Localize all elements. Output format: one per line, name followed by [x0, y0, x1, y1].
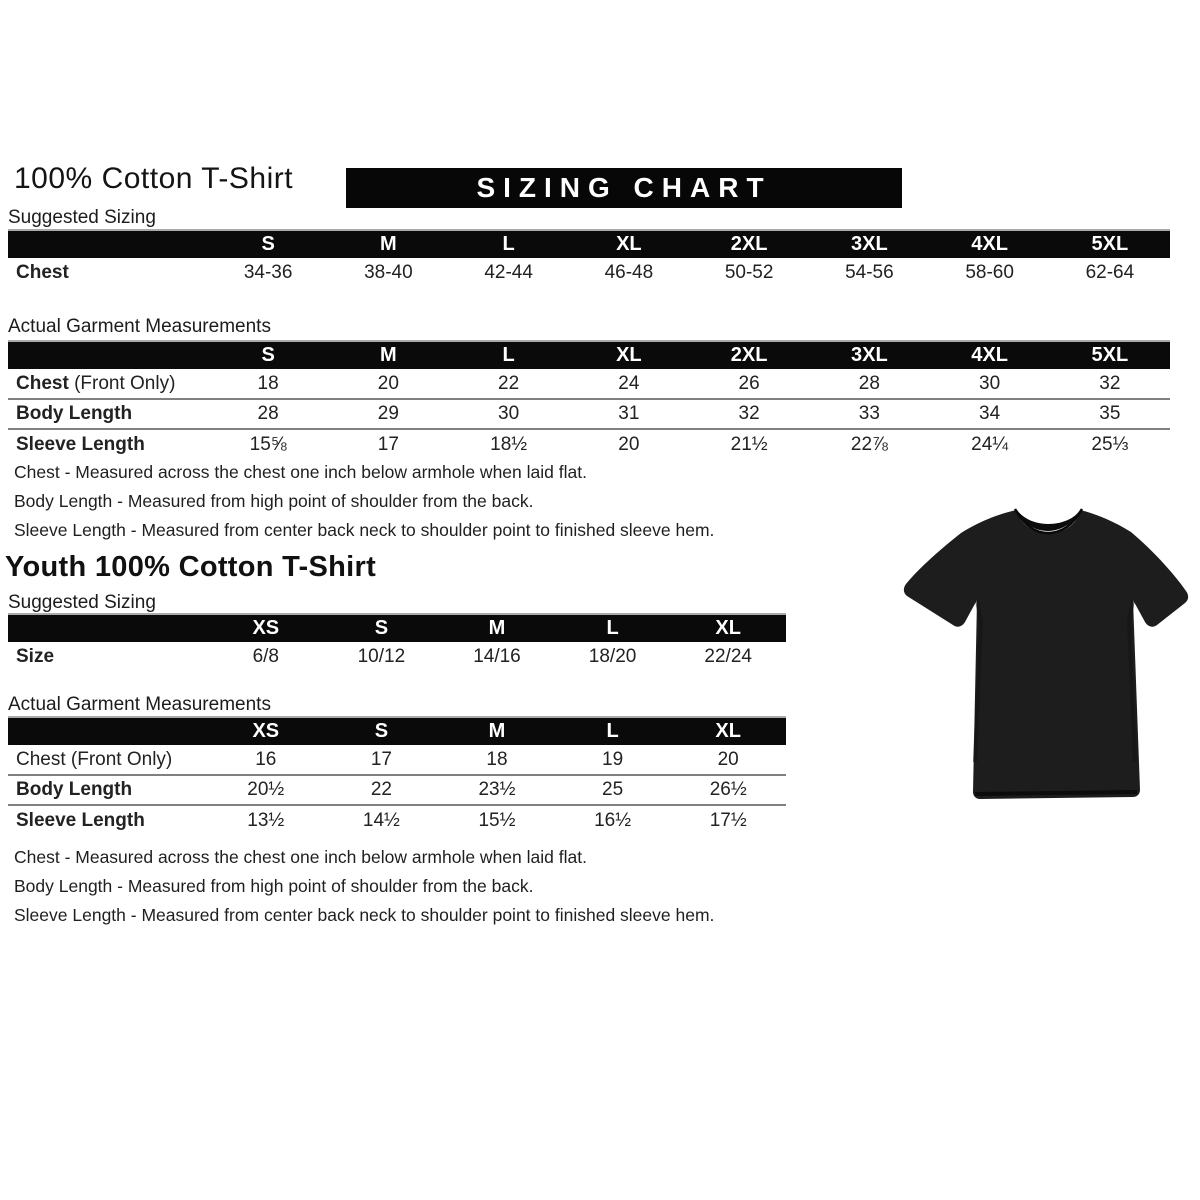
measurement-cell: 18½ [449, 429, 569, 459]
table-header-row [8, 230, 1170, 258]
size-column-header: XL [670, 717, 786, 745]
size-column-header: 2XL [689, 230, 809, 258]
measurement-cell: 15½ [439, 805, 555, 835]
measurement-cell: 30 [979, 372, 1001, 394]
measurement-cell: 31 [569, 399, 689, 429]
measurement-cell: 22/24 [704, 646, 752, 667]
measurement-cell: 19 [602, 748, 624, 770]
size-column-header: S [208, 341, 328, 369]
row-label: Chest (Front Only) [16, 372, 176, 394]
row-label: Body Length [8, 399, 208, 429]
measurement-cell: 32 [1099, 372, 1121, 394]
table-header-row [8, 341, 1170, 369]
measurement-cell: 25 [555, 775, 671, 805]
size-column-header: L [449, 230, 569, 258]
measurement-cell: 23½ [439, 775, 555, 805]
measurement-cell: 22 [324, 775, 440, 805]
measurement-cell: 29 [328, 399, 448, 429]
size-column-header: 4XL [930, 230, 1050, 258]
adult-notes [14, 458, 714, 545]
measurement-cell: 16 [255, 748, 277, 770]
row-label: Chest [16, 262, 69, 283]
youth-suggested-table [8, 613, 786, 672]
measurement-cell: 24 [618, 372, 640, 394]
sizing-chart-banner: SIZING CHART [346, 168, 902, 208]
measurement-cell: 20 [717, 748, 739, 770]
size-column-header: M [328, 230, 448, 258]
measurement-cell: 18/20 [588, 646, 637, 667]
size-column-header: XL [569, 230, 689, 258]
size-column-header: M [439, 614, 555, 642]
size-column-header: S [324, 717, 440, 745]
table-header-row [8, 614, 786, 642]
row-label: Sleeve Length [8, 429, 208, 459]
table-row [8, 775, 786, 805]
header-spacer [8, 341, 208, 369]
measurement-cell: 18 [257, 372, 279, 394]
table-row [8, 258, 1170, 288]
adult-actual-table [8, 340, 1170, 459]
row-label: Size [16, 646, 55, 667]
size-column-header: 5XL [1050, 341, 1170, 369]
adult-suggested-table [8, 229, 1170, 288]
youth-actual-measurements-label: Actual Garment Measurements [8, 694, 271, 715]
measurement-cell: 54-56 [845, 262, 894, 283]
measurement-cell: 28 [858, 372, 880, 394]
measurement-cell: 34-36 [243, 262, 293, 283]
table-row [8, 805, 786, 835]
measurement-cell: 58-60 [965, 262, 1014, 283]
tshirt-hem-shadow [975, 792, 1137, 794]
black-t-shirt-graphic [885, 462, 1200, 842]
size-column-header: L [555, 717, 671, 745]
note-line: Chest - Measured across the chest one inch below armhole when laid flat. [14, 847, 587, 867]
size-column-header: XS [208, 614, 324, 642]
size-column-header: XL [670, 614, 786, 642]
size-column-header: 2XL [689, 341, 809, 369]
note-line: Body Length - Measured from high point of shoulder from the back. [14, 876, 534, 896]
adult-title: 100% Cotton T-Shirt [14, 162, 294, 195]
measurement-cell: 14½ [324, 805, 440, 835]
measurement-cell: 13½ [208, 805, 324, 835]
size-column-header: L [449, 341, 569, 369]
tshirt-body-shape [904, 510, 1188, 799]
table-row [8, 399, 1170, 429]
header-spacer [8, 717, 208, 745]
table-header-row [8, 717, 786, 745]
measurement-cell: 30 [449, 399, 569, 429]
table-row [8, 429, 1170, 459]
size-column-header: L [555, 614, 671, 642]
measurement-cell: 22 [498, 372, 520, 394]
measurement-cell: 14/16 [473, 646, 521, 667]
tshirt-image [885, 462, 1200, 842]
row-label: Sleeve Length [8, 805, 208, 835]
note-line: Sleeve Length - Measured from center back neck to shoulder point to finished sleeve hem. [14, 905, 715, 925]
row-label: Chest (Front Only) [16, 748, 173, 770]
size-column-header: 4XL [930, 341, 1050, 369]
measurement-cell: 26½ [670, 775, 786, 805]
size-column-header: 3XL [809, 230, 929, 258]
measurement-cell: 42-44 [484, 262, 533, 283]
note-line: Sleeve Length - Measured from center back neck to shoulder point to finished sleeve hem. [14, 520, 715, 540]
size-column-header: XL [569, 341, 689, 369]
table-row [8, 369, 1170, 399]
youth-title: Youth 100% Cotton T-Shirt [5, 551, 377, 583]
measurement-cell: 26 [738, 372, 760, 394]
size-column-header: S [208, 230, 328, 258]
measurement-cell: 15⅝ [208, 429, 328, 459]
row-label: Body Length [8, 775, 208, 805]
measurement-cell: 17 [328, 429, 448, 459]
adult-actual-measurements-label: Actual Garment Measurements [8, 316, 271, 337]
youth-suggested-sizing-label: Suggested Sizing [8, 592, 156, 613]
measurement-cell: 25⅓ [1050, 429, 1170, 459]
measurement-cell: 20½ [208, 775, 324, 805]
measurement-cell: 22⅞ [809, 429, 929, 459]
measurement-cell: 35 [1050, 399, 1170, 429]
header-spacer [8, 230, 208, 258]
note-line: Chest - Measured across the chest one inch below armhole when laid flat. [14, 462, 587, 482]
size-column-header: 3XL [809, 341, 929, 369]
note-line: Body Length - Measured from high point of shoulder from the back. [14, 491, 534, 511]
measurement-cell: 38-40 [364, 262, 413, 283]
header-spacer [8, 614, 208, 642]
measurement-cell: 32 [689, 399, 809, 429]
measurement-cell: 16½ [555, 805, 671, 835]
measurement-cell: 18 [486, 748, 508, 770]
measurement-cell: 20 [377, 372, 399, 394]
measurement-cell: 24¼ [930, 429, 1050, 459]
measurement-cell: 20 [569, 429, 689, 459]
table-row [8, 745, 786, 775]
size-column-header: S [324, 614, 440, 642]
measurement-cell: 50-52 [724, 262, 774, 283]
size-column-header: M [328, 341, 448, 369]
size-column-header: M [439, 717, 555, 745]
measurement-cell: 17 [370, 748, 392, 770]
size-column-header: XS [208, 717, 324, 745]
measurement-cell: 28 [208, 399, 328, 429]
measurement-cell: 34 [930, 399, 1050, 429]
measurement-cell: 33 [809, 399, 929, 429]
table-row [8, 642, 786, 672]
measurement-cell: 62-64 [1085, 262, 1135, 283]
measurement-cell: 6/8 [252, 646, 279, 667]
size-column-header: 5XL [1050, 230, 1170, 258]
measurement-cell: 21½ [689, 429, 809, 459]
measurement-cell: 10/12 [357, 646, 406, 667]
youth-notes [14, 843, 714, 930]
measurement-cell: 17½ [670, 805, 786, 835]
measurement-cell: 46-48 [604, 262, 654, 283]
youth-actual-table [8, 716, 786, 835]
adult-suggested-sizing-label: Suggested Sizing [8, 207, 156, 228]
